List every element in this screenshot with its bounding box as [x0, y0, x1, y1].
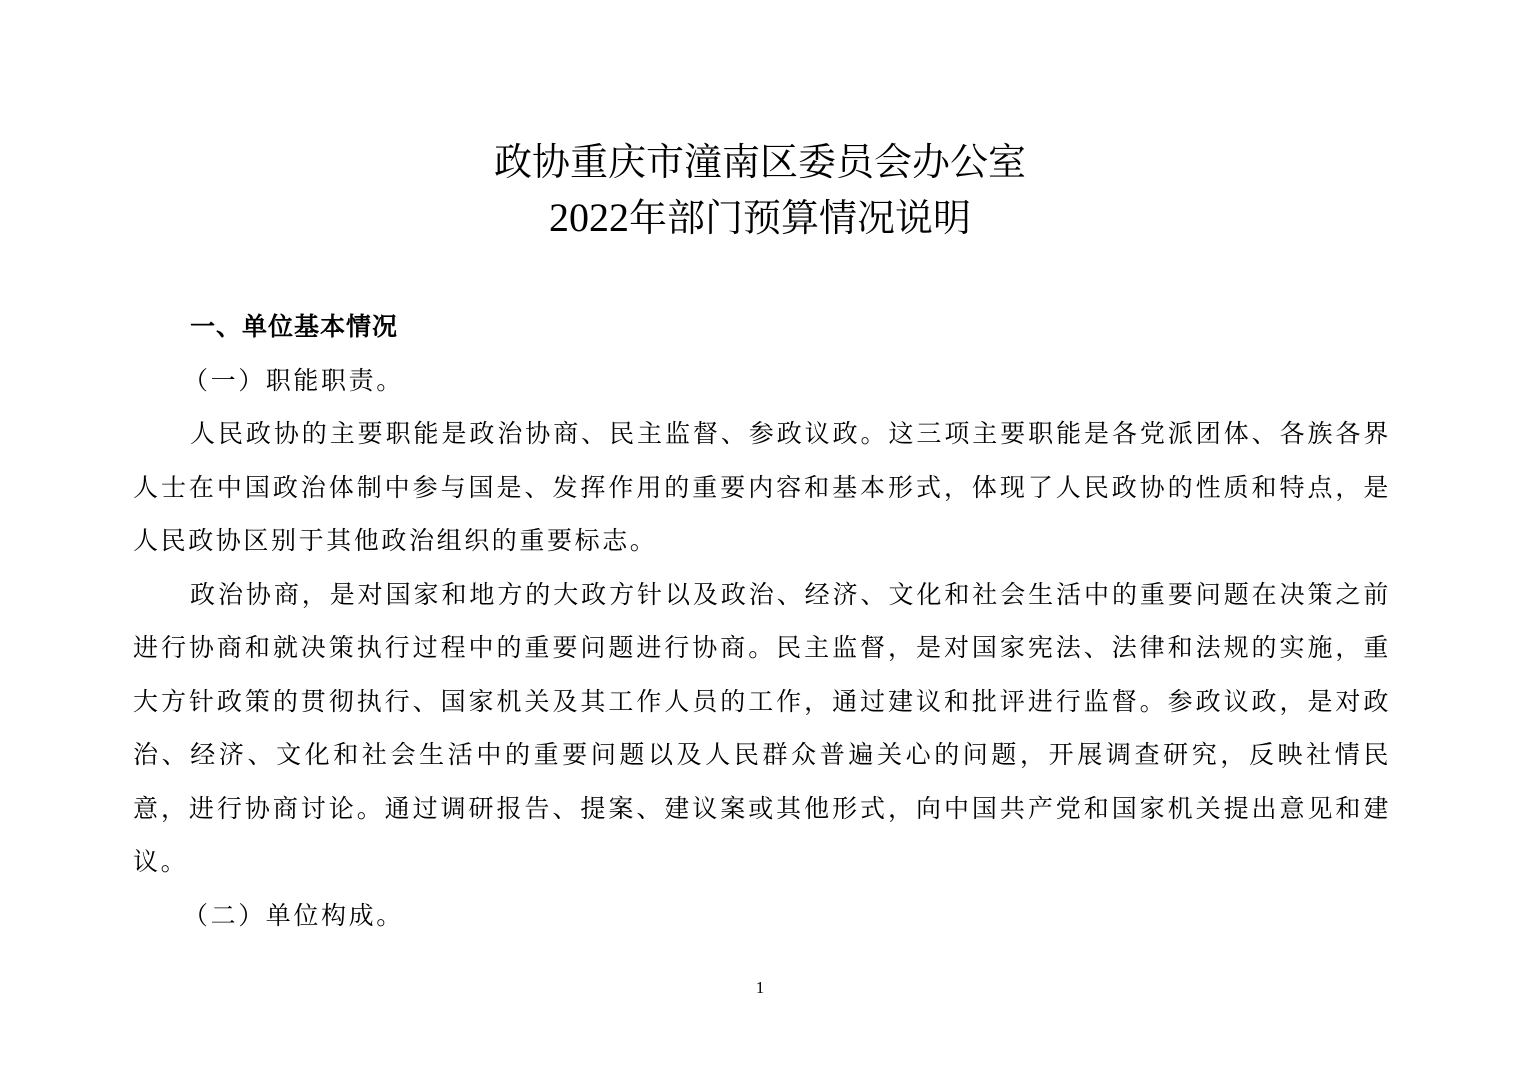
subsection-heading-duties: （一）职能职责。 — [183, 365, 404, 395]
document-title-year: 2022 — [548, 195, 629, 240]
subsection-heading-composition: （二）单位构成。 — [183, 900, 404, 930]
page-number: 1 — [755, 978, 765, 997]
section-heading-basic-info: 一、单位基本情况 — [190, 312, 399, 341]
paragraph-main-functions: 人民政协的主要职能是政治协商、民主监督、参政议政。这三项主要职能是各党派团体、各族各界人士在中国政治体制中参与国是、发挥作用的重要内容和基本形式，体现了人民政协的性质和特点，是人民政协区别于其他政治组织的重要标志。 — [133, 419, 1391, 555]
document-title-text: 年部门预算情况说明 — [628, 196, 971, 240]
document-title-line2 — [0, 190, 1520, 246]
document-body — [133, 300, 1391, 942]
paragraph-function-details: 政治协商，是对国家和地方的大政方针以及政治、经济、文化和社会生活中的重要问题在决策之前进行协商和就决策执行过程中的重要问题进行协商。民主监督，是对国家宪法、法律和法规的实施，重大方针政策的贯彻执行、国家机关及其工作人员的工作，通过建议和批评进行监督。参政议政，是对政治、经济、文化和社会生活中的重要问题以及人民群众普遍关心的问题，开展调查研究，反映社情民意，进行协商讨论。通过调研报告、提案、建议案或其他形式，向中国共产党和国家机关提出意见和建议。 — [133, 579, 1391, 876]
document-title-line1: 政协重庆市潼南区委员会办公室 — [493, 140, 1026, 184]
